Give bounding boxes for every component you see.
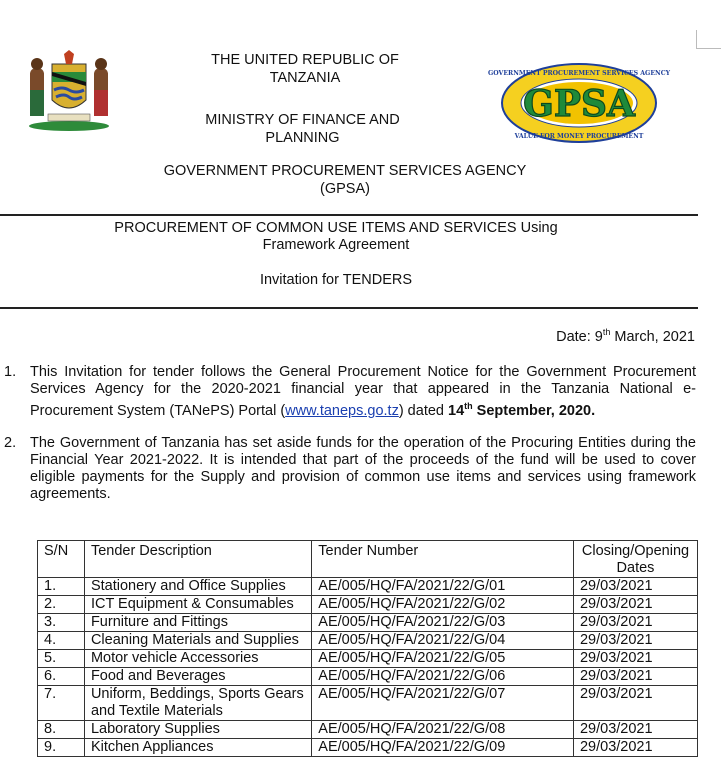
- gpsa-logo-text: GPSA: [523, 83, 635, 125]
- title-line-3: Invitation for TENDERS: [259, 272, 413, 288]
- table-row: 5. Motor vehicle Accessories AE/005/HQ/FA/2021/22/G/05 29/03/2021: [38, 650, 698, 668]
- para-2-number: 2.: [4, 435, 17, 451]
- gpsa-logo: [487, 62, 671, 144]
- table-header-row: [38, 541, 698, 578]
- gpsa-logo-ring-top: GOVERNMENT PROCUREMENT SERVICES AGENCY: [487, 70, 671, 77]
- header-tender-number: Tender Number: [312, 541, 574, 578]
- header-line-2: TANZANIA: [269, 70, 341, 86]
- header-line-4: PLANNING: [265, 130, 340, 146]
- table-row: 1. Stationery and Office Supplies AE/005/HQ/FA/2021/22/G/01 29/03/2021: [38, 578, 698, 596]
- table-row: 7. Uniform, Beddings, Sports Gears and Textile Materials AE/005/HQ/FA/2021/22/G/07 29/03/2021: [38, 686, 698, 721]
- table-row: 3. Furniture and Fittings AE/005/HQ/FA/2021/22/G/03 29/03/2021: [38, 614, 698, 632]
- para-1-number: 1.: [4, 364, 17, 380]
- table-row: 9. Kitchen Appliances AE/005/HQ/FA/2021/22/G/09 29/03/2021: [38, 739, 698, 757]
- header-description: Tender Description: [84, 541, 311, 578]
- header-line-5: GOVERNMENT PROCUREMENT SERVICES AGENCY: [163, 163, 527, 179]
- page-corner-mark: [696, 30, 721, 49]
- header-line-3: MINISTRY OF FINANCE AND: [205, 112, 400, 128]
- taneps-link[interactable]: www.taneps.go.tz: [285, 402, 399, 419]
- tender-table: [37, 540, 698, 757]
- header-line-1: THE UNITED REPUBLIC OF: [211, 52, 399, 68]
- date-line: Date: 9th March, 2021: [556, 327, 695, 345]
- title-line-2: Framework Agreement: [262, 237, 410, 253]
- divider-bottom: [0, 307, 698, 309]
- title-line-1: PROCUREMENT OF COMMON USE ITEMS AND SERVICES Using: [114, 220, 558, 236]
- table-row: 4. Cleaning Materials and Supplies AE/005/HQ/FA/2021/22/G/04 29/03/2021: [38, 632, 698, 650]
- divider-top: [0, 214, 698, 216]
- para-1: This Invitation for tender follows the General Procurement Notice for the Government Procurement Services Agency for the 2020-2021 financial year that appeared in the Tanzania National e-Procurement System (TANePS) Portal (www.taneps.go.tz) dated 14th September, 2020.: [30, 364, 696, 419]
- table-row: 6. Food and Beverages AE/005/HQ/FA/2021/22/G/06 29/03/2021: [38, 668, 698, 686]
- header-line-6: (GPSA): [320, 181, 370, 197]
- header-dates: Closing/Opening Dates: [573, 541, 697, 578]
- table-row: 2. ICT Equipment & Consumables AE/005/HQ/FA/2021/22/G/02 29/03/2021: [38, 596, 698, 614]
- table-row: 8. Laboratory Supplies AE/005/HQ/FA/2021/22/G/08 29/03/2021: [38, 721, 698, 739]
- gpsa-logo-ring-bottom: VALUE FOR MONEY PROCUREMENT: [514, 133, 644, 140]
- para-2: The Government of Tanzania has set aside funds for the operation of the Procuring Entities during the Financial Year 2021-2022. It is intended that part of the proceeds of the fund will be used to cover eligible payments for the Supply and provision of common use items and services using framework agreements.: [30, 435, 696, 502]
- header-sn: S/N: [38, 541, 85, 578]
- coat-of-arms-icon: [24, 50, 114, 132]
